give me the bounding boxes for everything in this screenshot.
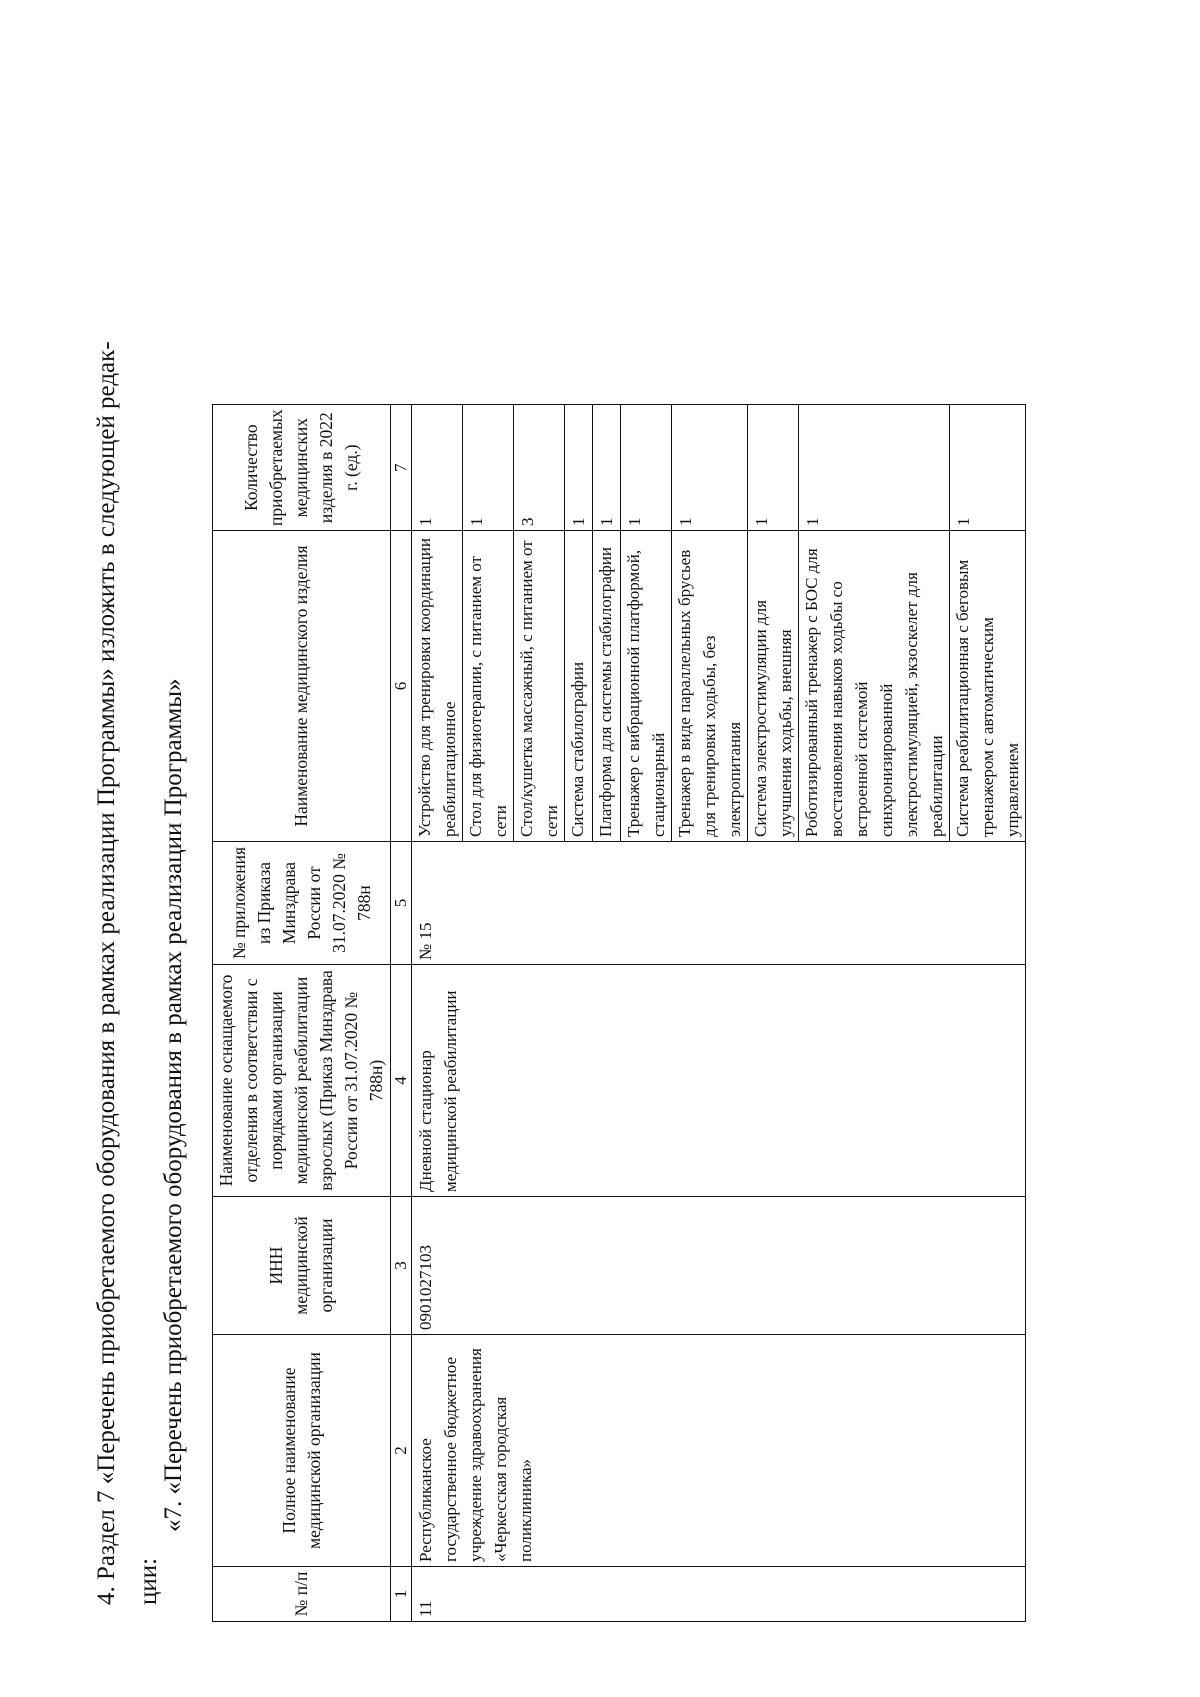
item-name: Роботизированный тренажер с БОС для восстановления навыков ходьбы со встроенной системой синхронизированной электростимуляцией, экзоскелет для реабилитации [799,531,950,842]
item-name: Устройство для тренировки координации реабилитационное [412,531,463,842]
item-qty: 1 [565,405,593,531]
item-qty: 1 [748,405,799,531]
item-name: Система электростимуляции для улучшения ходьбы, внешняя [748,531,799,842]
row-dept: Дневной стационар медицинской реабилитации [412,965,1026,1197]
colnum-4: 4 [391,965,412,1197]
colnum-2: 2 [391,1335,412,1567]
item-qty: 1 [799,405,950,531]
colnum-5: 5 [391,842,412,965]
header-num: № п/п [213,1567,391,1622]
column-number-row [391,405,412,1622]
table-row [412,405,463,1622]
colnum-3: 3 [391,1197,412,1335]
header-org: Полное наименование медицинской организации [213,1335,391,1567]
row-org: Республиканское государственное бюджетное учреждение здравоохранения «Черкесская городская поликлиника» [412,1335,1026,1567]
intro-line-1: 4. Раздел 7 «Перечень приобретаемого оборудования в рамках реализации Программы» изложить в следующей редак- [93,341,120,1605]
colnum-6: 6 [391,531,412,842]
row-num: 11 [412,1567,1026,1622]
header-dept: Наименование оснащаемого отделения в соответствии с порядками организации медицинской реабилитации взрослых (Приказ Минздрава России от 31.07.2020 № 788н) [213,965,391,1197]
item-qty: 1 [412,405,463,531]
header-inn: ИНН медицинской организации [213,1197,391,1335]
header-item: Наименование медицинского изделия [213,531,391,842]
item-qty: 1 [621,405,672,531]
header-qty: Количество приобретаемых медицинских изделия в 2022 г. (ед.) [213,405,391,531]
intro-line-2: ции: [135,1557,162,1605]
colnum-1: 1 [391,1567,412,1622]
item-name: Тренажер в виде параллельных брусьев для тренировки ходьбы, без электропитания [672,531,748,842]
row-appendix: № 15 [412,842,1026,965]
equipment-table [212,404,1026,1622]
item-name: Тренажер с вибрационной платформой, стационарный [621,531,672,842]
item-qty: 1 [950,405,1026,531]
item-name: Стол/кушетка массажный, с питанием от сети [514,531,565,842]
header-appendix: № приложения из Приказа Минздрава России от 31.07.2020 № 788н [213,842,391,965]
colnum-7: 7 [391,405,412,531]
item-name: Стол для физиотерапии, с питанием от сети [463,531,514,842]
item-name: Платформа для системы стабилографии [593,531,621,842]
item-name: Система стабилографии [565,531,593,842]
item-qty: 3 [514,405,565,531]
item-qty: 1 [593,405,621,531]
row-inn: 0901027103 [412,1197,1026,1335]
section-subtitle: «7. «Перечень приобретаемого оборудования в рамках реализации Программы» [160,678,187,1532]
item-name: Система реабилитационная с беговым тренажером с автоматическим управлением [950,531,1026,842]
header-row [213,405,391,1622]
item-qty: 1 [463,405,514,531]
item-qty: 1 [672,405,748,531]
